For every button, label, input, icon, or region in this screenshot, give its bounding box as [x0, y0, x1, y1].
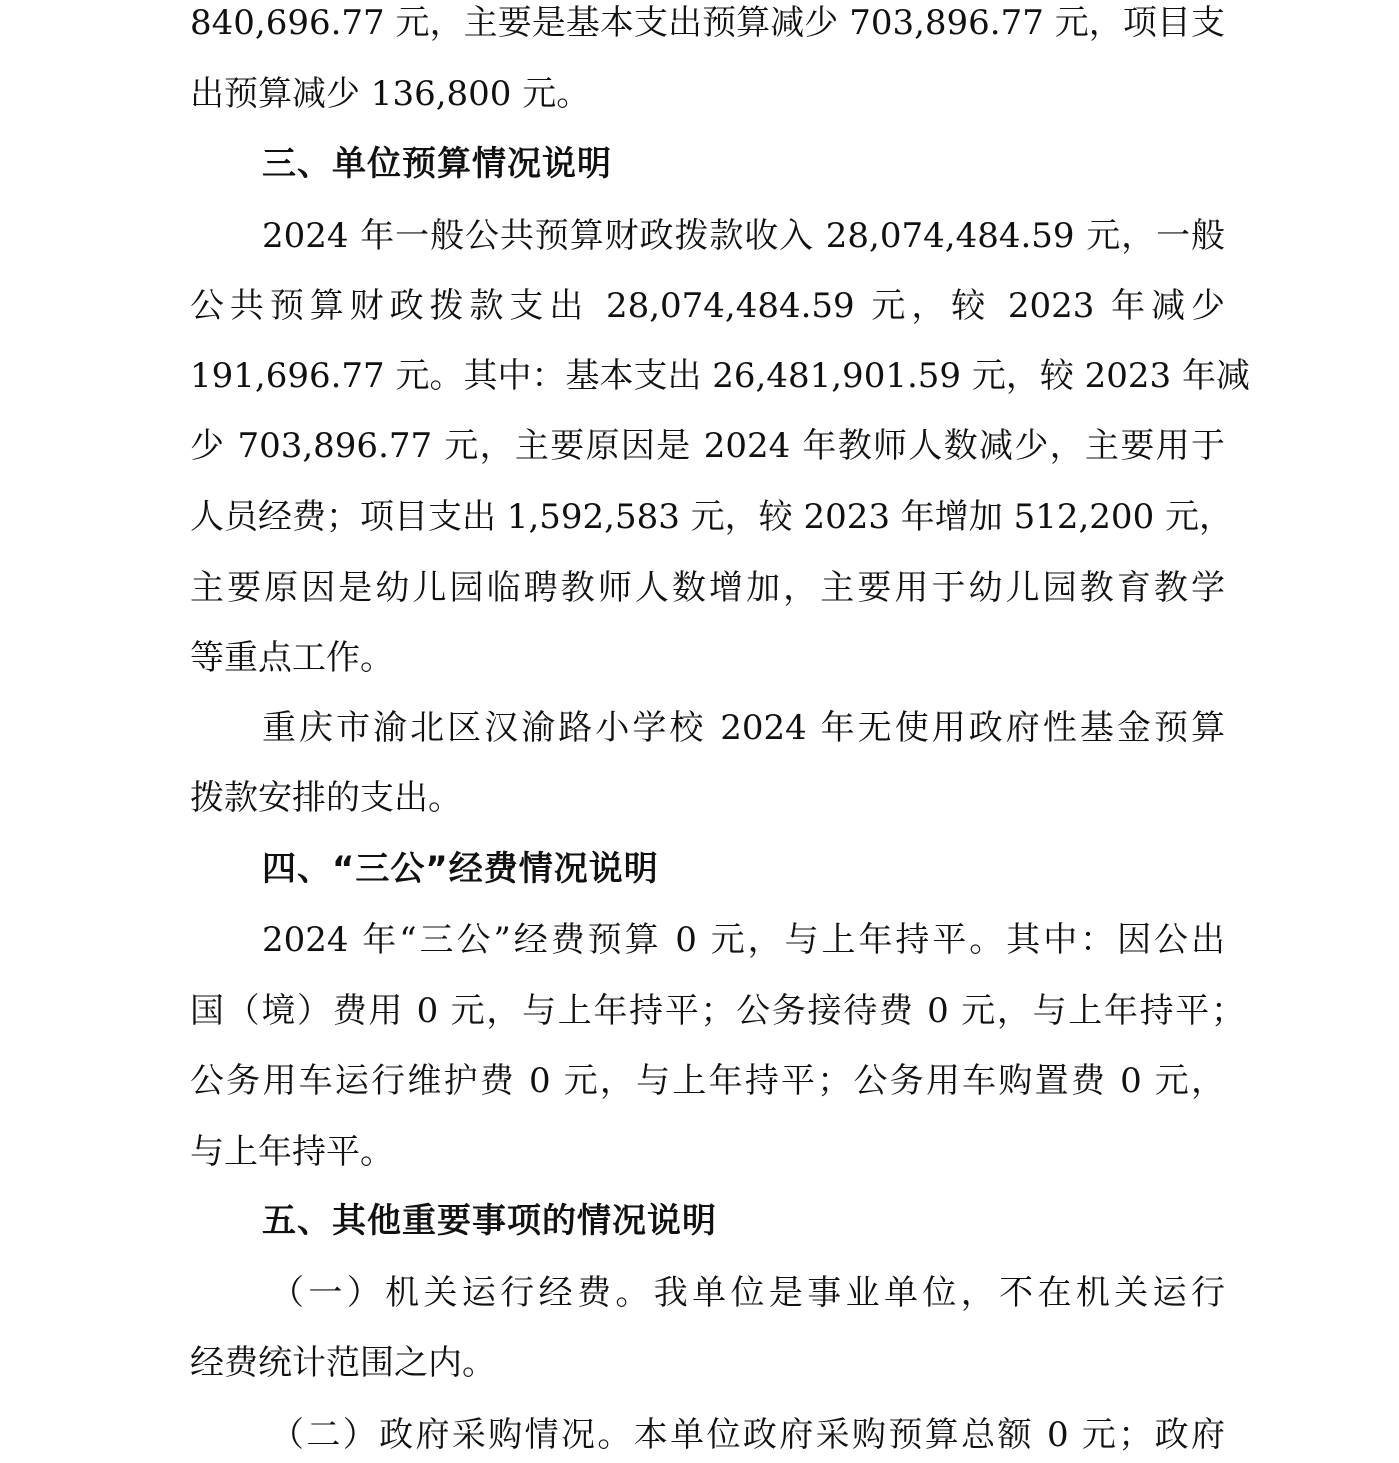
paragraph-line: 等重点工作。 — [190, 638, 394, 678]
paragraph-line: 人员经费；项目支出 1,592,583 元，较 2023 年增加 512,200 元， — [190, 497, 1234, 537]
paragraph-line: 经费统计范围之内。 — [190, 1343, 496, 1383]
paragraph-line: （二）政府采购情况。本单位政府采购预算总额 0 元；政府 — [270, 1415, 1225, 1455]
paragraph-line: 少 703,896.77 元，主要原因是 2024 年教师人数减少，主要用于 — [190, 426, 1225, 466]
paragraph-line: 与上年持平。 — [190, 1132, 394, 1172]
paragraph-line: 重庆市渝北区汉渝路小学校 2024 年无使用政府性基金预算 — [262, 708, 1225, 748]
paragraph-line: 191,696.77 元。其中：基本支出 26,481,901.59 元，较 2023 年减 — [190, 356, 1250, 396]
paragraph-line: 2024 年“三公”经费预算 0 元，与上年持平。其中：因公出 — [262, 920, 1225, 960]
paragraph-line: 国（境）费用 0 元，与上年持平；公务接待费 0 元，与上年持平； — [190, 991, 1245, 1031]
paragraph-line: 主要原因是幼儿园临聘教师人数增加，主要用于幼儿园教育教学 — [190, 568, 1225, 608]
paragraph-line: 拨款安排的支出。 — [190, 778, 462, 818]
section-heading-5: 五、其他重要事项的情况说明 — [262, 1201, 717, 1241]
paragraph-line: 出预算减少 136,800 元。 — [190, 74, 591, 114]
paragraph-line: 公务用车运行维护费 0 元，与上年持平；公务用车购置费 0 元， — [190, 1061, 1225, 1101]
paragraph-line: 2024 年一般公共预算财政拨款收入 28,074,484.59 元，一般 — [262, 216, 1225, 256]
section-heading-3: 三、单位预算情况说明 — [262, 144, 612, 184]
section-heading-4: 四、“三公”经费情况说明 — [262, 849, 659, 889]
paragraph-line: 公共预算财政拨款支出 28,074,484.59 元，较 2023 年减少 — [190, 286, 1225, 326]
paragraph-line: 840,696.77 元，主要是基本支出预算减少 703,896.77 元，项目支 — [190, 3, 1225, 43]
paragraph-line: （一）机关运行经费。我单位是事业单位，不在机关运行 — [270, 1273, 1225, 1313]
